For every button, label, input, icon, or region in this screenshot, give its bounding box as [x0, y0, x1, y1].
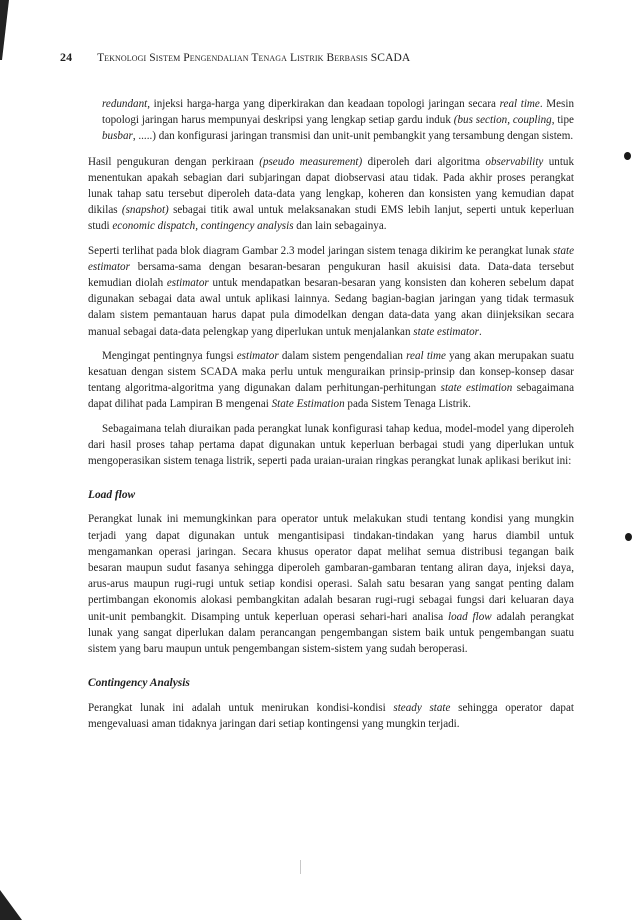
text-span: state estimator	[413, 325, 479, 338]
paragraph	[88, 348, 574, 413]
text-span: diperoleh dari algoritma	[362, 155, 486, 168]
text-span: economic dispatch, contingency analysis	[112, 220, 294, 233]
text-span: , tipe	[551, 114, 574, 127]
paragraph	[88, 154, 574, 235]
paragraph-continuation	[102, 96, 574, 145]
text-span: (pseudo measurement)	[259, 155, 363, 168]
text-span: load flow	[447, 610, 492, 623]
text-span: steady state	[393, 701, 451, 714]
scan-speck	[624, 152, 631, 160]
text-span: Perangkat lunak ini adalah untuk menirukan kondisi-kondisi	[88, 701, 394, 714]
text-span: state estimator	[88, 244, 574, 273]
paragraph	[88, 421, 574, 470]
paragraph	[88, 243, 574, 340]
paragraph	[88, 700, 574, 732]
text-span: (snapshot)	[121, 204, 169, 217]
text-span: State Estimation	[271, 398, 345, 411]
text-span: Hasil pengukuran dengan perkiraan	[88, 155, 260, 168]
text-span: adalah perangkat lunak yang sangat diperlukan dalam perancangan pengembangan sistem baik untuk pengembangan suatu sistem yang baru maupun untuk pengembangan sistem-sistem yang sudah beroperasi.	[88, 610, 575, 656]
scan-gutter-mark	[300, 860, 301, 874]
running-title: Teknologi Sistem Pengendalian Tenaga Listrik Berbasis SCADA	[97, 52, 411, 64]
page-number: 24	[60, 50, 73, 64]
text-span: bersama-sama dengan besaran-besaran pengukuran hasil akuisisi data. Data-data tersebut kemudian diolah	[88, 260, 574, 290]
text-span: Perangkat lunak ini memungkinkan para operator untuk melakukan studi tentang kondisi yang mungkin terjadi yang dapat digunakan untuk mengantisipasi tindakan-tindakan yang harus diambil untuk mengamankan operasi jaringan. Secara khusus operator dapat melihat semua distribusi tegangan baik besaran maupun sudut fasanya sehingga diperoleh gambaran-gambaran tentang aliran daya, injeksi daya, arus-arus maupun rugi-rugi untuk setiap kondisi operasi. Salah satu besaran yang sangat penting dalam pertimbangan ekonomis alokasi pembangkitan adalah besaran rugi-rugi sebagai fungsi dari keluaran daya unit-unit pembangkit. Disamping untuk keperluan operasi sehari-hari analisa	[88, 513, 574, 623]
text-span: state estimation	[440, 382, 513, 395]
scan-speck	[625, 533, 632, 541]
section-heading-load-flow: Load flow	[88, 489, 136, 502]
text-span: Mengingat pentingnya fungsi	[102, 349, 237, 362]
text-span: dalam sistem pengendalian	[278, 349, 407, 362]
running-head	[60, 50, 580, 65]
text-span: observability	[485, 155, 544, 168]
text-span: untuk menentukan apakah sebagian dari subjaringan dapat diobservasi atau tidak. Pada akhir proses perangkat lunak tahap satu tersebut diperoleh data-data yang lengkap, koheren dan konsisten yang kemudian dapat dikilas	[88, 155, 574, 217]
scan-corner-mark-bottom	[0, 890, 22, 920]
text-span: sebagai titik awal untuk melaksanakan studi EMS lebih lanjut, seperti untuk keperluan studi	[88, 204, 574, 233]
text-span: redundant	[102, 98, 148, 110]
text-span: Sebagaimana telah diuraikan pada perangkat lunak konfigurasi tahap kedua, model-model yang diperoleh dari hasil proses tahap pertama dapat digunakan untuk keperluan berbagai studi yang diperlukan untuk mengoperasikan sistem tenaga listrik, seperti pada uraian-uraian ringkas perangkat lunak aplikasi berikut ini:	[88, 422, 574, 468]
text-span: pada Sistem Tenaga Listrik.	[344, 398, 471, 411]
scan-corner-mark-top	[0, 0, 14, 60]
text-span: sehingga operator dapat mengevaluasi aman tidaknya jaringan dari setiap kontingensi yang mungkin terjadi.	[88, 701, 574, 730]
text-span: . Mesin topologi jaringan harus mempunyai deskripsi yang lengkap setiap gardu induk	[102, 98, 574, 127]
text-span: yang akan merupakan suatu kesatuan dengan sistem SCADA maka perlu untuk menguraikan prinsip-prinsip dan konsep-konsep dasar tentang algoritma-algoritma yang digunakan dalam perhitungan-perhitungan	[88, 349, 574, 395]
text-span: , injeksi harga-harga yang diperkirakan dan keadaan topologi jaringan secara	[147, 98, 500, 110]
paragraph	[88, 511, 574, 657]
text-span: sebagaimana dapat dilihat pada Lampiran B mengenai	[88, 382, 574, 411]
text-span: dan lain sebagainya.	[293, 220, 387, 233]
text-span: busbar	[102, 130, 133, 143]
text-span: .	[478, 325, 482, 338]
text-span: estimator	[166, 277, 209, 290]
text-span: Seperti terlihat pada blok diagram Gambar 2.3 model jaringan sistem tenaga dikirim ke perangkat lunak	[88, 244, 554, 257]
section-heading-contingency-analysis: Contingency Analysis	[88, 677, 190, 690]
text-span: , .....) dan konfigurasi jaringan transmisi dan unit-unit pembangkit yang tersambung dengan sistem.	[132, 130, 574, 143]
text-span: real time	[406, 349, 446, 362]
text-span: untuk mendapatkan besaran-besaran yang konsisten dan koheren sebelum dapat digunakan sebagai data awal untuk aplikasi lainnya. Sedang bagian-bagian jaringan yang tidak termasuk dalam sistem pemantauan harus dapat pula dimodelkan dengan data-data yang akan diinjeksikan secara manual sebagai data-data pelengkap yang diperlukan untuk menjalankan	[88, 277, 574, 338]
text-span: (bus section, coupling	[453, 114, 552, 127]
text-span: real time	[499, 98, 540, 110]
text-span: estimator	[236, 349, 279, 362]
page-body	[88, 96, 574, 740]
